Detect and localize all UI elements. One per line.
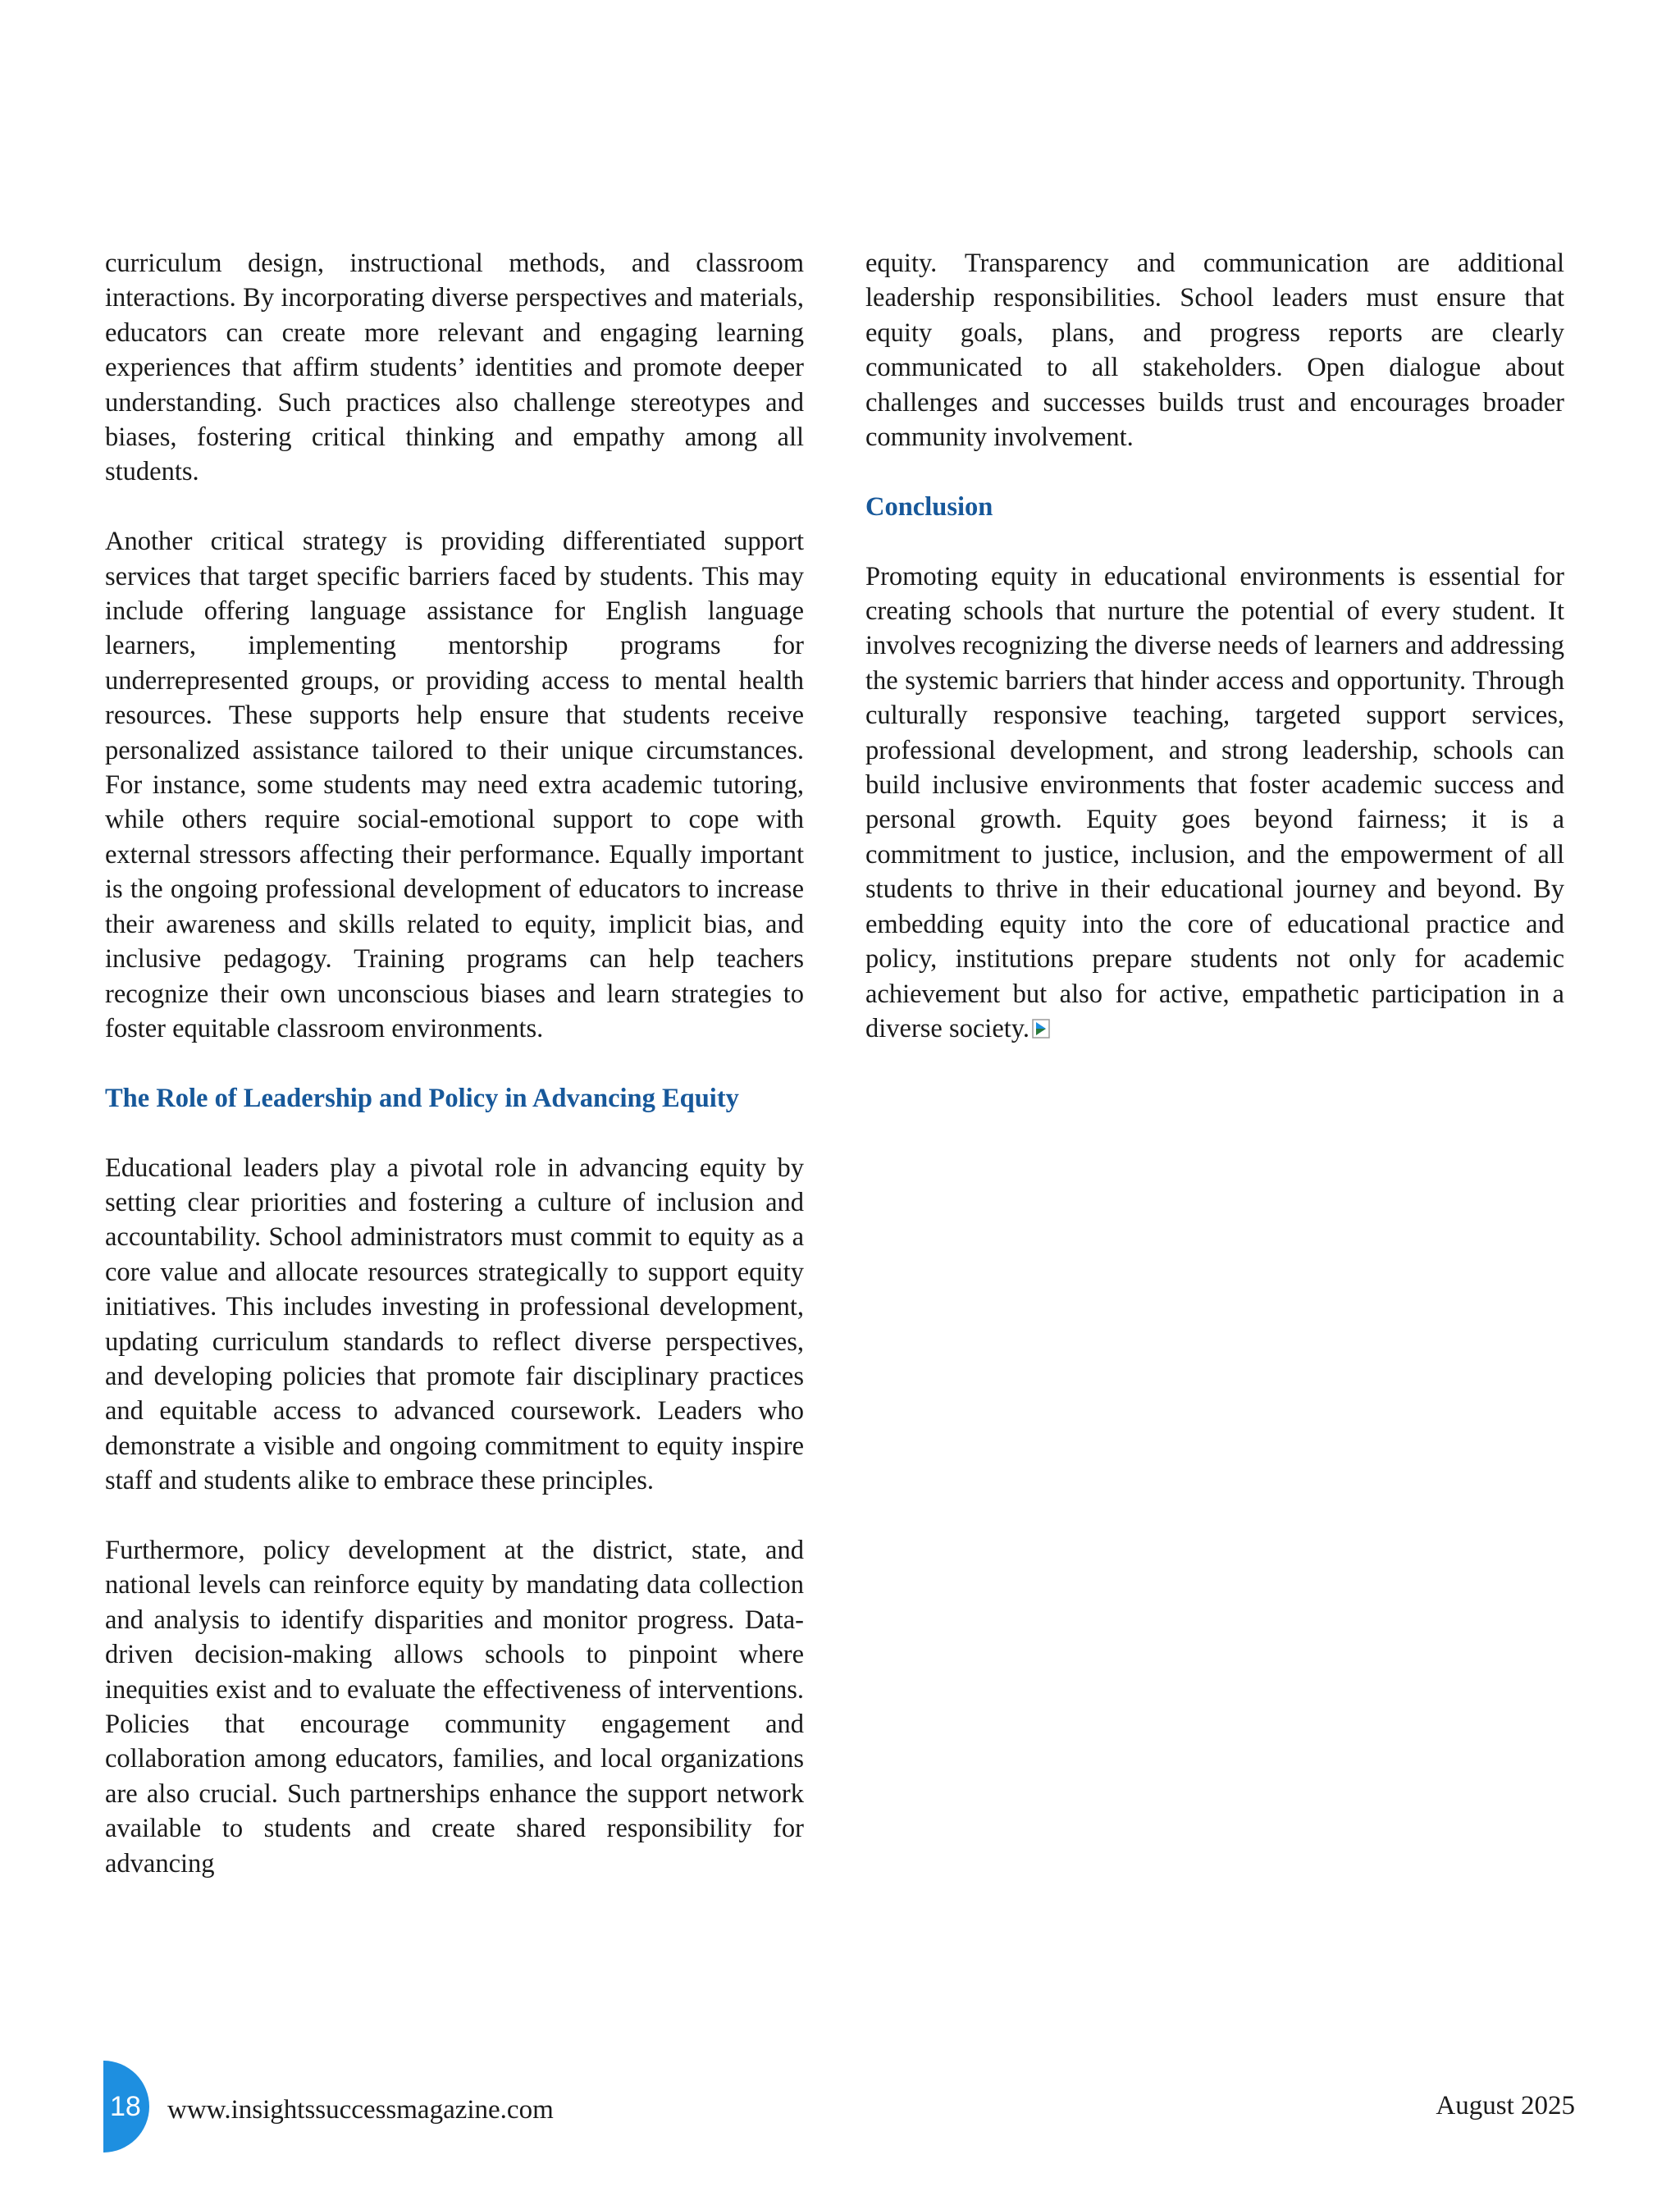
page-number: 18: [110, 2091, 141, 2122]
footer-url: www.insightssuccessmagazine.com: [167, 2095, 554, 2125]
body-paragraph: equity. Transparency and communication are additional leadership responsibilities. School leaders must ensure that equity goals, plans, and progress reports are clearly communicated to all stakeholders. Open dialogue about challenges and successes builds trust and encourages broader community involvement.: [865, 249, 1564, 453]
conclusion-text: Promoting equity in educational environments is essential for creating schools that nurture the potential of every student. It involves recognizing the diverse needs of learners and addressing the systemic barriers that hinder access and opportunity. Through culturally responsive teaching, targeted support services, professional development, and strong leadership, schools can build inclusive environments that foster academic success and personal growth. Equity goes beyond fairness; it is a commitment to justice, inclusion, and the empowerment of all students to thrive in their educational journey and beyond. By embedding equity into the core of educational practice and policy, institutions prepare students not only for academic achievement but also for active, empathetic participation in a diverse society.: [865, 561, 1564, 1043]
conclusion-paragraph: [865, 559, 1564, 1047]
left-column: [105, 246, 804, 1881]
body-paragraph: Educational leaders play a pivotal role in advancing equity by setting clear priorities and fostering a culture of inclusion and accountability. School administrators must commit to equity as a core value and allocate resources strategically to support equity initiatives. This includes investing in professional development, updating curriculum standards to reflect diverse perspectives, and developing policies that promote fair disciplinary practices and equitable access to advanced coursework. Leaders who demonstrate a visible and ongoing commitment to equity inspire staff and students alike to embrace these principles.: [105, 1153, 804, 1496]
body-paragraph: Furthermore, policy development at the district, state, and national levels can reinforce equity by mandating data collection and analysis to identify disparities and monitor progress. Data-driven decision-making allows schools to pinpoint where inequities exist and to evaluate the effectiveness of interventions. Policies that encourage community engagement and collaboration among educators, families, and local organizations are also crucial. Such partnerships enhance the support network available to students and create shared responsibility for advancing: [105, 1535, 804, 1879]
section-heading-leadership: The Role of Leadership and Policy in Advancing Equity: [105, 1083, 739, 1113]
end-mark-icon: [1032, 1013, 1050, 1033]
section-heading-conclusion: Conclusion: [865, 491, 993, 522]
body-paragraph: Another critical strategy is providing differentiated support services that target specific barriers faced by students. This may include offering language assistance for English language learners, implementing mentorship programs for underrepresented groups, or providing access to mental health resources. These supports help ensure that students receive personalized assistance tailored to their unique circumstances. For instance, some students may need extra academic tutoring, while others require social-emotional support to cope with external stressors affecting their performance. Equally important is the ongoing professional development of educators to increase their awareness and skills related to equity, implicit bias, and inclusive pedagogy. Training programs can help teachers recognize their own unconscious biases and learn strategies to foster equitable classroom environments.: [105, 527, 804, 1043]
body-paragraph: curriculum design, instructional methods, and classroom interactions. By incorporating diverse perspectives and materials, educators can create more relevant and engaging learning experiences that affirm students’ identities and promote deeper understanding. Such practices also challenge stereotypes and biases, fostering critical thinking and empathy among all students.: [105, 249, 804, 487]
page-number-tab: [103, 2061, 149, 2152]
right-column: [865, 246, 1564, 1046]
footer-date: August 2025: [1436, 2091, 1575, 2121]
